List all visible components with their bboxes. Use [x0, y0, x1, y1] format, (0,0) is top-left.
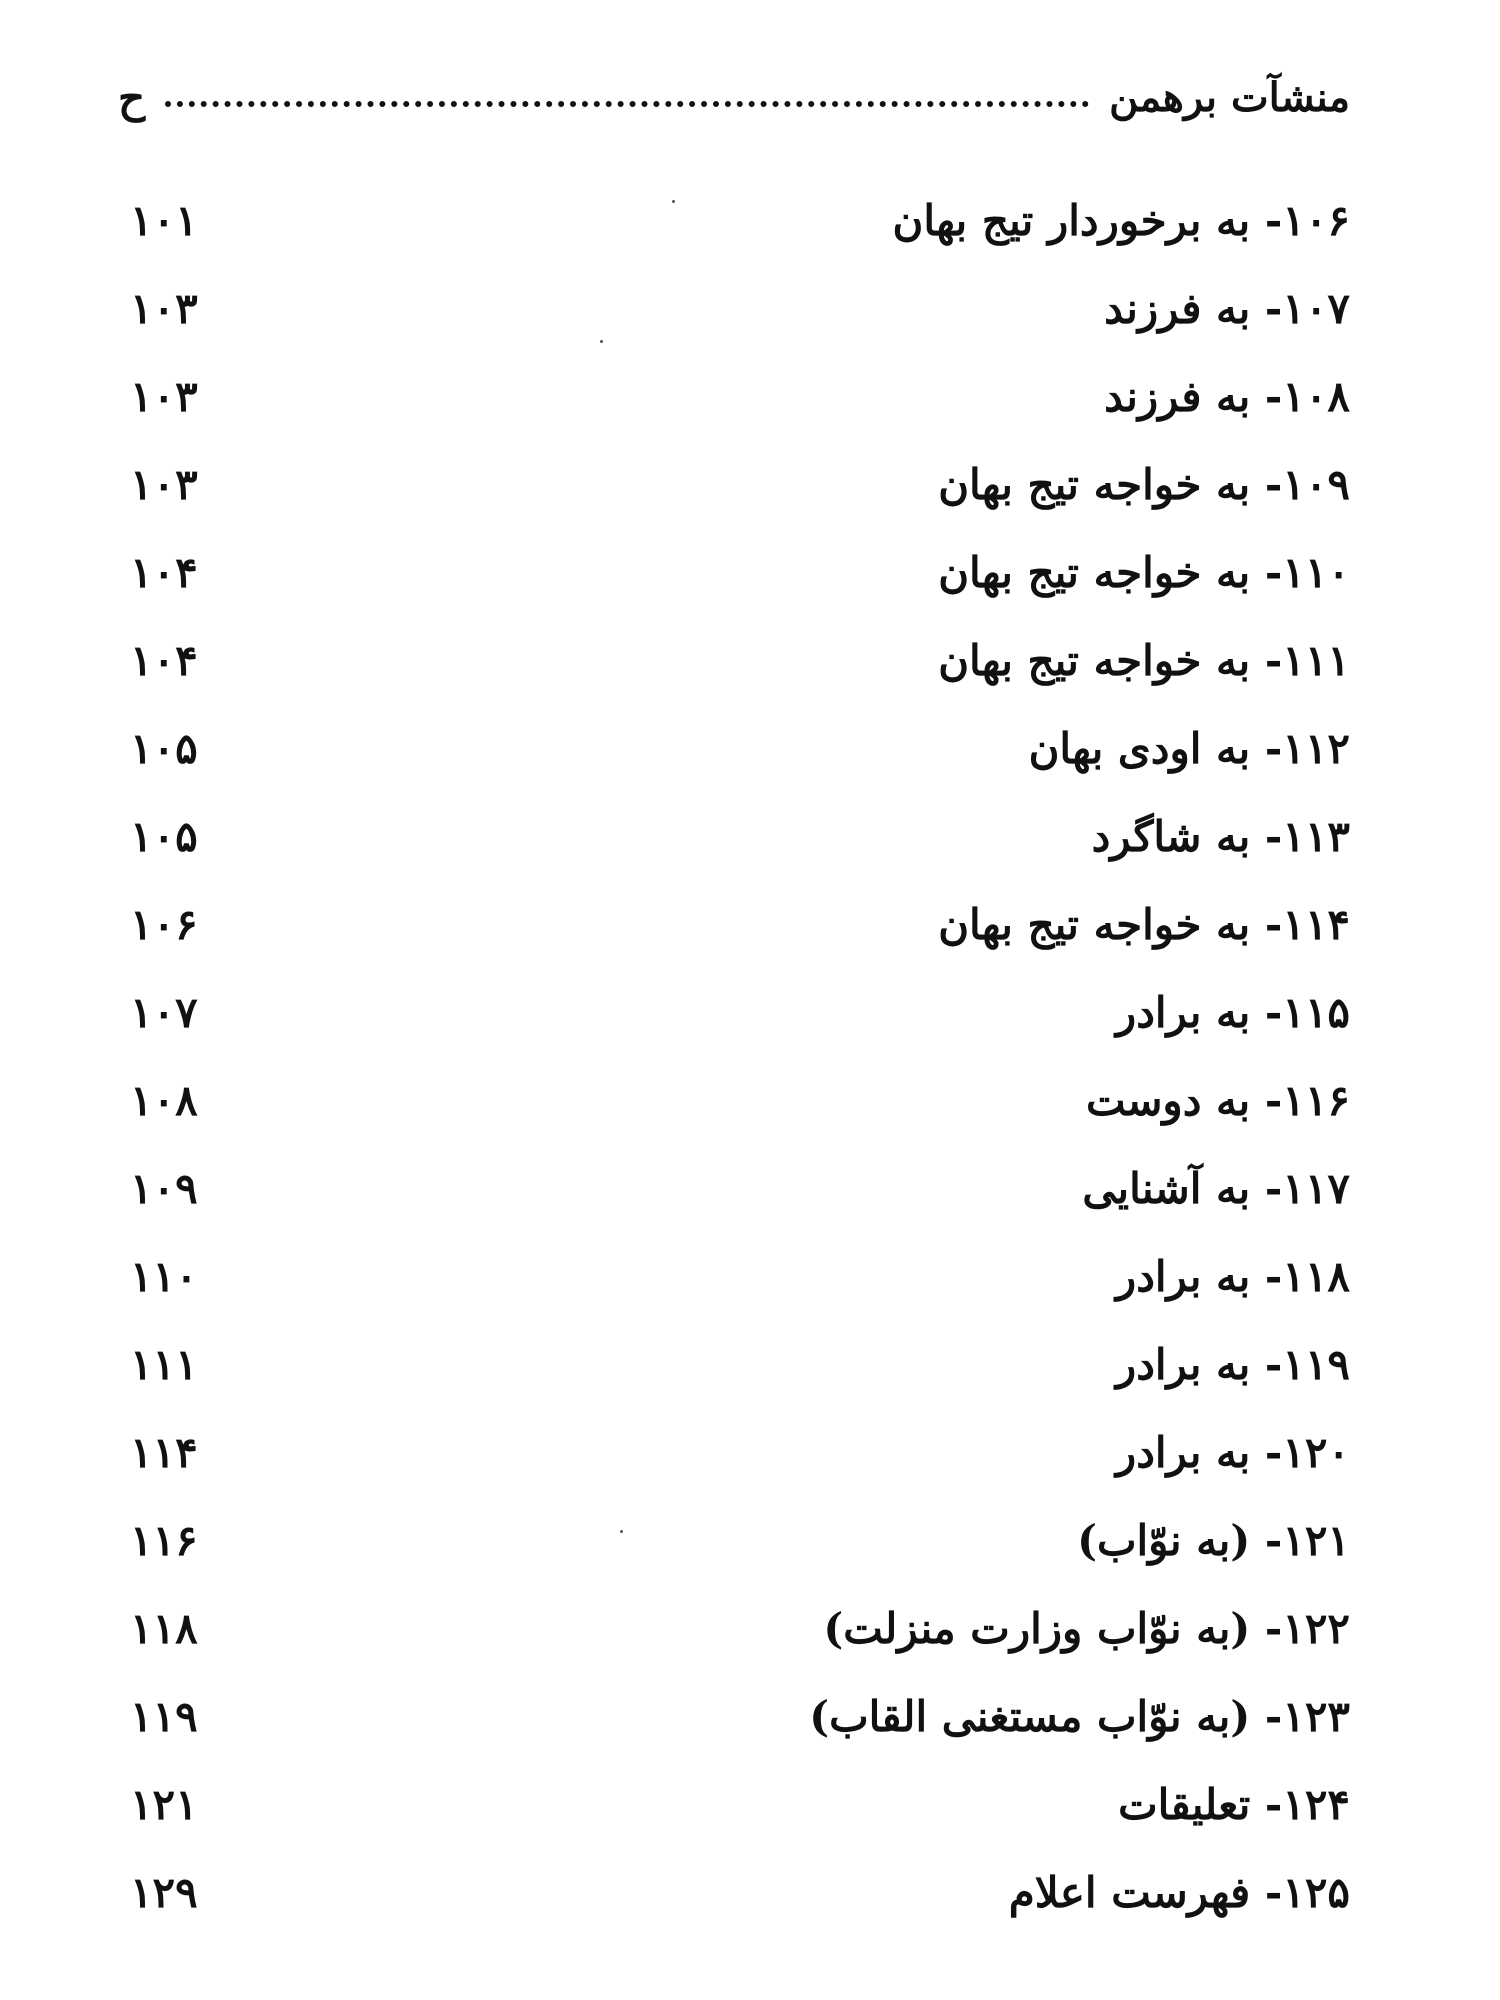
toc-entry-title: ۱۱۶- به دوست: [1086, 1075, 1350, 1125]
toc-entry-page: ۱۰۱: [130, 195, 198, 245]
toc-entry: [130, 264, 1350, 352]
book-title: منشآت برهمن: [1109, 73, 1350, 121]
toc-entry-page: ۱۰۴: [130, 547, 198, 597]
toc-entry: [130, 1408, 1350, 1496]
toc-entry-title: ۱۱۰- به خواجه تیج بهان: [938, 547, 1350, 597]
toc-entry-title: ۱۰۸- به فرزند: [1104, 371, 1350, 421]
toc-entry-page: ۱۱۶: [130, 1515, 198, 1565]
toc-entry-title: ۱۱۵- به برادر: [1115, 987, 1350, 1037]
toc-entry-page: ۱۰۸: [130, 1075, 198, 1125]
toc-entry-title: ۱۲۰- به برادر: [1115, 1427, 1350, 1477]
toc-entry-title: ۱۱۸- به برادر: [1115, 1251, 1350, 1301]
toc-entry: [130, 880, 1350, 968]
running-header: [118, 62, 1350, 132]
toc-entry-title: ۱۰۷- به فرزند: [1104, 283, 1350, 333]
toc-entry-page: ۱۱۸: [130, 1603, 198, 1653]
toc-entry-page: ۱۰۵: [130, 811, 198, 861]
toc-entry: [130, 616, 1350, 704]
print-speck: [620, 1530, 623, 1533]
toc-entry-page: ۱۱۴: [130, 1427, 198, 1477]
toc-entry-page: ۱۱۰: [130, 1251, 198, 1301]
toc-entry: [130, 792, 1350, 880]
toc-entry-page: ۱۰۶: [130, 899, 198, 949]
toc-entry-title: ۱۰۹- به خواجه تیج بهان: [938, 459, 1350, 509]
toc-entry-title: ۱۲۱- (به نوّاب): [1077, 1515, 1350, 1565]
leader-dots: [165, 101, 1089, 107]
toc-entry-page: ۱۲۹: [130, 1867, 198, 1917]
toc-entry: [130, 1848, 1350, 1936]
toc-entry-title: ۱۲۲- (به نوّاب وزارت منزلت): [823, 1603, 1350, 1653]
toc-entry: [130, 1320, 1350, 1408]
toc-entry: [130, 1584, 1350, 1672]
toc-entry: [130, 528, 1350, 616]
toc-entry-title: ۱۲۵- فهرست اعلام: [1008, 1867, 1350, 1917]
toc-entry-title: ۱۱۹- به برادر: [1115, 1339, 1350, 1389]
toc-entry-page: ۱۰۷: [130, 987, 198, 1037]
toc-entry: [130, 1672, 1350, 1760]
toc-entry: [130, 1496, 1350, 1584]
toc-entry-title: ۱۱۷- به آشنایی: [1082, 1163, 1350, 1213]
toc-entry-title: ۱۱۳- به شاگرد: [1091, 811, 1350, 861]
toc-entry-title: ۱۱۴- به خواجه تیج بهان: [938, 899, 1350, 949]
toc-entry-page: ۱۱۹: [130, 1691, 198, 1741]
toc-entry-title: ۱۱۲- به اودی بهان: [1028, 723, 1350, 773]
page-number-label: ح: [118, 72, 146, 122]
toc-entry: [130, 1760, 1350, 1848]
print-speck: [600, 340, 603, 343]
toc-entry: [130, 176, 1350, 264]
toc-entry: [130, 1144, 1350, 1232]
toc-entry-page: ۱۰۳: [130, 371, 198, 421]
toc-entry-title: ۱۱۱- به خواجه تیج بهان: [938, 635, 1350, 685]
toc-entry-page: ۱۰۳: [130, 283, 198, 333]
toc-entry: [130, 704, 1350, 792]
toc-entry-title: ۱۲۴- تعلیقات: [1118, 1779, 1350, 1829]
toc-entry-title: ۱۲۳- (به نوّاب مستغنی القاب): [809, 1691, 1350, 1741]
toc-entry-page: ۱۰۵: [130, 723, 198, 773]
toc-entry-page: ۱۱۱: [130, 1339, 198, 1389]
table-of-contents: [130, 176, 1350, 1936]
toc-entry: [130, 968, 1350, 1056]
toc-entry-page: ۱۰۴: [130, 635, 198, 685]
toc-entry-page: ۱۲۱: [130, 1779, 198, 1829]
toc-entry-page: ۱۰۹: [130, 1163, 198, 1213]
toc-entry-page: ۱۰۳: [130, 459, 198, 509]
toc-entry: [130, 1232, 1350, 1320]
toc-entry: [130, 352, 1350, 440]
print-speck: [672, 200, 675, 203]
toc-entry: [130, 1056, 1350, 1144]
toc-entry: [130, 440, 1350, 528]
toc-entry-title: ۱۰۶- به برخوردار تیج بهان: [892, 195, 1350, 245]
